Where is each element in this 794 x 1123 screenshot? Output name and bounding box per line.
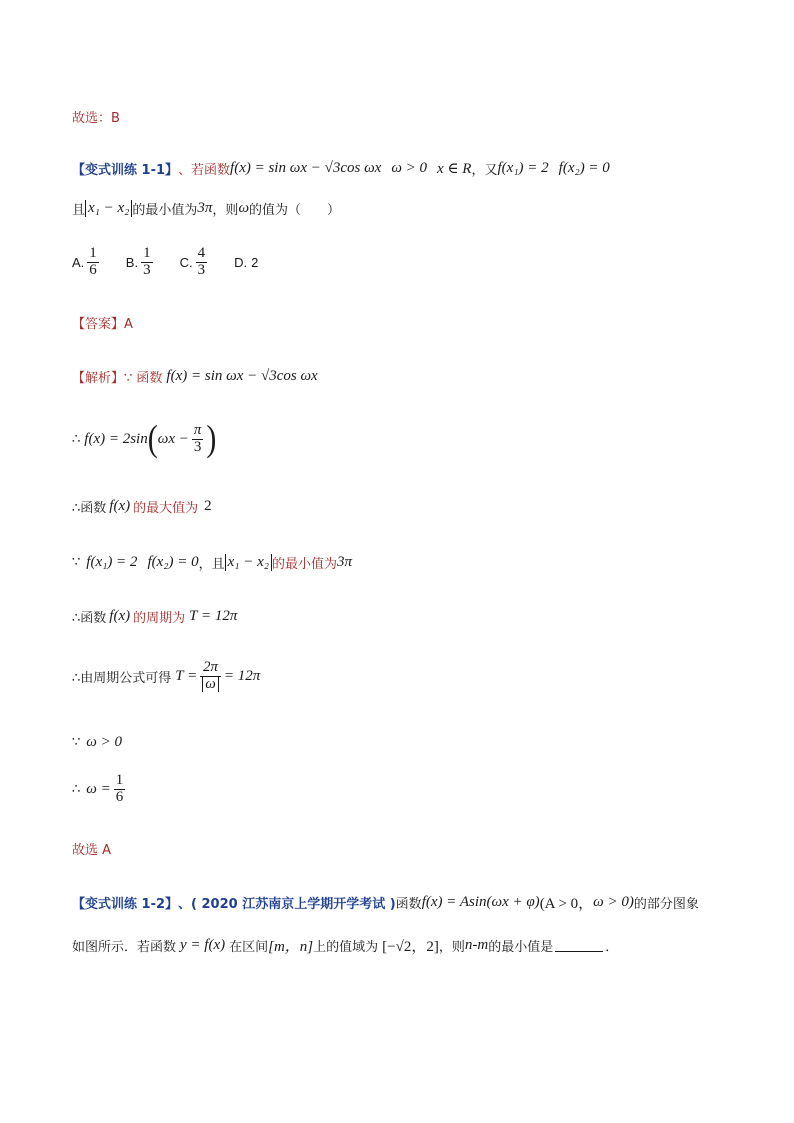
line2-mid: 的最小值为: [132, 203, 198, 218]
option-c-num: 4: [197, 245, 206, 261]
ex12-l2-mid2: 上的值域为: [313, 940, 379, 955]
option-c-den: 3: [197, 261, 206, 278]
exercise-intro: 、若函数: [178, 163, 231, 178]
exercise-1-2-pre: 函数: [395, 897, 422, 912]
answer-line: [72, 313, 133, 332]
step3-math: f(x): [109, 498, 131, 514]
step8-fraction: [114, 773, 126, 806]
ex12-l2-pre: 如图所示．若函数: [72, 940, 177, 955]
step6-post: = 12π: [223, 667, 261, 684]
option-d-value: 2: [251, 254, 259, 270]
step4-abs: x₁ − x₂: [225, 554, 272, 571]
exercise-tag: 【变式训练 1-1】: [72, 163, 179, 178]
step5-val: T = 12π: [189, 608, 238, 624]
option-b-fraction: [141, 246, 153, 279]
solution-step-3: [72, 497, 212, 516]
option-b-num: 1: [143, 245, 151, 261]
step6-num: 2π: [203, 659, 219, 675]
step2-den: 3: [193, 438, 202, 455]
exercise-1-2-source: 、( 2020 江苏南京上学期开学考试 ): [178, 897, 396, 912]
ex12-l2-func: y = f(x): [180, 937, 226, 953]
step8-den: 6: [115, 788, 124, 805]
prev-answer-text: 故选：B: [72, 111, 120, 126]
function-formula: f(x) = sin ωx − √3cos ωx: [230, 160, 382, 176]
line2-end: 的值为（ ）: [249, 203, 341, 218]
ex12-l2-range: [−√2，2]: [382, 939, 439, 955]
option-c-fraction: [196, 246, 208, 279]
option-a-label: A.: [72, 254, 85, 270]
option-c-label: C.: [179, 254, 193, 270]
step2-math: f(x) = 2sin: [84, 430, 148, 447]
step6-pre: ∴由周期公式可得: [72, 670, 172, 686]
option-b: [126, 246, 156, 279]
exercise-1-1-line2: [72, 199, 340, 218]
final-answer-text: 故选 A: [72, 843, 112, 858]
exercise-1-2-cond: (A > 0，: [539, 896, 594, 912]
abs-difference: x₁ − x₂: [85, 200, 132, 217]
answer-blank: [555, 939, 603, 952]
option-a-fraction: [87, 246, 99, 279]
option-a-num: 1: [89, 245, 97, 261]
solution-tag: 【解析】: [72, 371, 125, 386]
step4-mid: ，且: [198, 557, 225, 572]
step1-math: f(x) = sin ωx − √3cos ωx: [166, 368, 318, 384]
ex12-l2-nm: n-m: [464, 937, 489, 953]
step5-math: f(x): [109, 608, 131, 624]
right-paren: ): [206, 418, 217, 460]
condition-x: x ∈ R: [437, 161, 472, 177]
step4-m2: f(x₂) = 0: [147, 554, 199, 570]
prev-answer-line: [72, 107, 120, 126]
ex12-l2-end: 的最小值是: [488, 940, 554, 955]
step6-den-wrap: [200, 676, 221, 693]
step4-val: 3π: [337, 554, 353, 570]
option-d: [234, 255, 258, 270]
step3-pre: ∴函数: [72, 501, 107, 516]
exercise-1-2-post: 的部分图象: [633, 897, 699, 912]
condition-omega: ω > 0: [391, 160, 428, 176]
step5-pre: ∴函数: [72, 611, 107, 626]
min-value: 3π: [197, 200, 213, 216]
option-c: [180, 246, 211, 279]
answer-text: 【答案】A: [72, 317, 133, 332]
left-paren: (: [147, 418, 158, 460]
solution-step-1: [72, 367, 318, 386]
omega-symbol: ω: [238, 200, 250, 216]
step2-inner: ωx −: [157, 430, 189, 447]
step2-fraction: [192, 423, 204, 456]
option-a: [72, 246, 102, 279]
solution-step-5: [72, 607, 237, 626]
step7-math: ω > 0: [86, 734, 122, 750]
option-b-den: 3: [143, 261, 151, 278]
ex12-l2-mid: 在区间: [229, 940, 269, 955]
exercise-1-2-func: f(x) = Asin(ωx + φ): [421, 894, 540, 910]
condition-fx2: f(x₂) = 0: [558, 160, 610, 176]
step3-mid: 的最大值为: [133, 501, 199, 516]
step8-math: ω =: [86, 780, 111, 797]
step4-pre: ∵: [72, 555, 81, 570]
exercise-1-2-line2: [72, 935, 618, 956]
ex12-l2-interval: [m，n]: [268, 939, 314, 955]
step7-pre: ∵: [72, 735, 81, 750]
step6-fraction: [200, 660, 221, 693]
exercise-1-1-line1: [72, 159, 610, 178]
step8-num: 1: [115, 772, 124, 788]
solution-step-8: [72, 773, 128, 806]
step6-T: T =: [175, 667, 198, 684]
ex12-l2-dot: ．: [605, 940, 619, 955]
exercise-1-2-cond2: ω > 0): [593, 894, 634, 910]
exercise-1-2-line1: [72, 892, 699, 913]
options-row: [72, 246, 282, 279]
option-b-label: B.: [125, 254, 139, 270]
solution-step-2: [72, 418, 217, 460]
step8-pre: ∴: [72, 781, 81, 797]
connector-you: ，又: [471, 163, 498, 178]
step2-num: π: [193, 422, 202, 438]
line2-post: ，则: [212, 203, 239, 218]
solution-step-7: [72, 734, 122, 751]
step2-pre: ∴: [72, 431, 81, 447]
solution-step-4: [72, 553, 352, 572]
condition-fx1: f(x₁) = 2: [497, 160, 549, 176]
step5-mid: 的周期为: [133, 611, 186, 626]
line2-pre: 且: [72, 203, 86, 218]
step1-pre: ∵ 函数: [124, 371, 163, 386]
option-d-label: D.: [234, 254, 248, 270]
exercise-1-2-tag: 【变式训练 1-2】: [72, 897, 179, 912]
final-answer-line: [72, 839, 111, 858]
step3-val: 2: [204, 498, 212, 514]
step6-den: ω: [202, 676, 219, 692]
step4-m1: f(x₁) = 2: [86, 554, 138, 570]
step4-post: 的最小值为: [271, 557, 337, 572]
ex12-l2-post: ，则: [438, 940, 465, 955]
option-a-den: 6: [89, 261, 97, 278]
solution-step-6: [72, 660, 260, 693]
